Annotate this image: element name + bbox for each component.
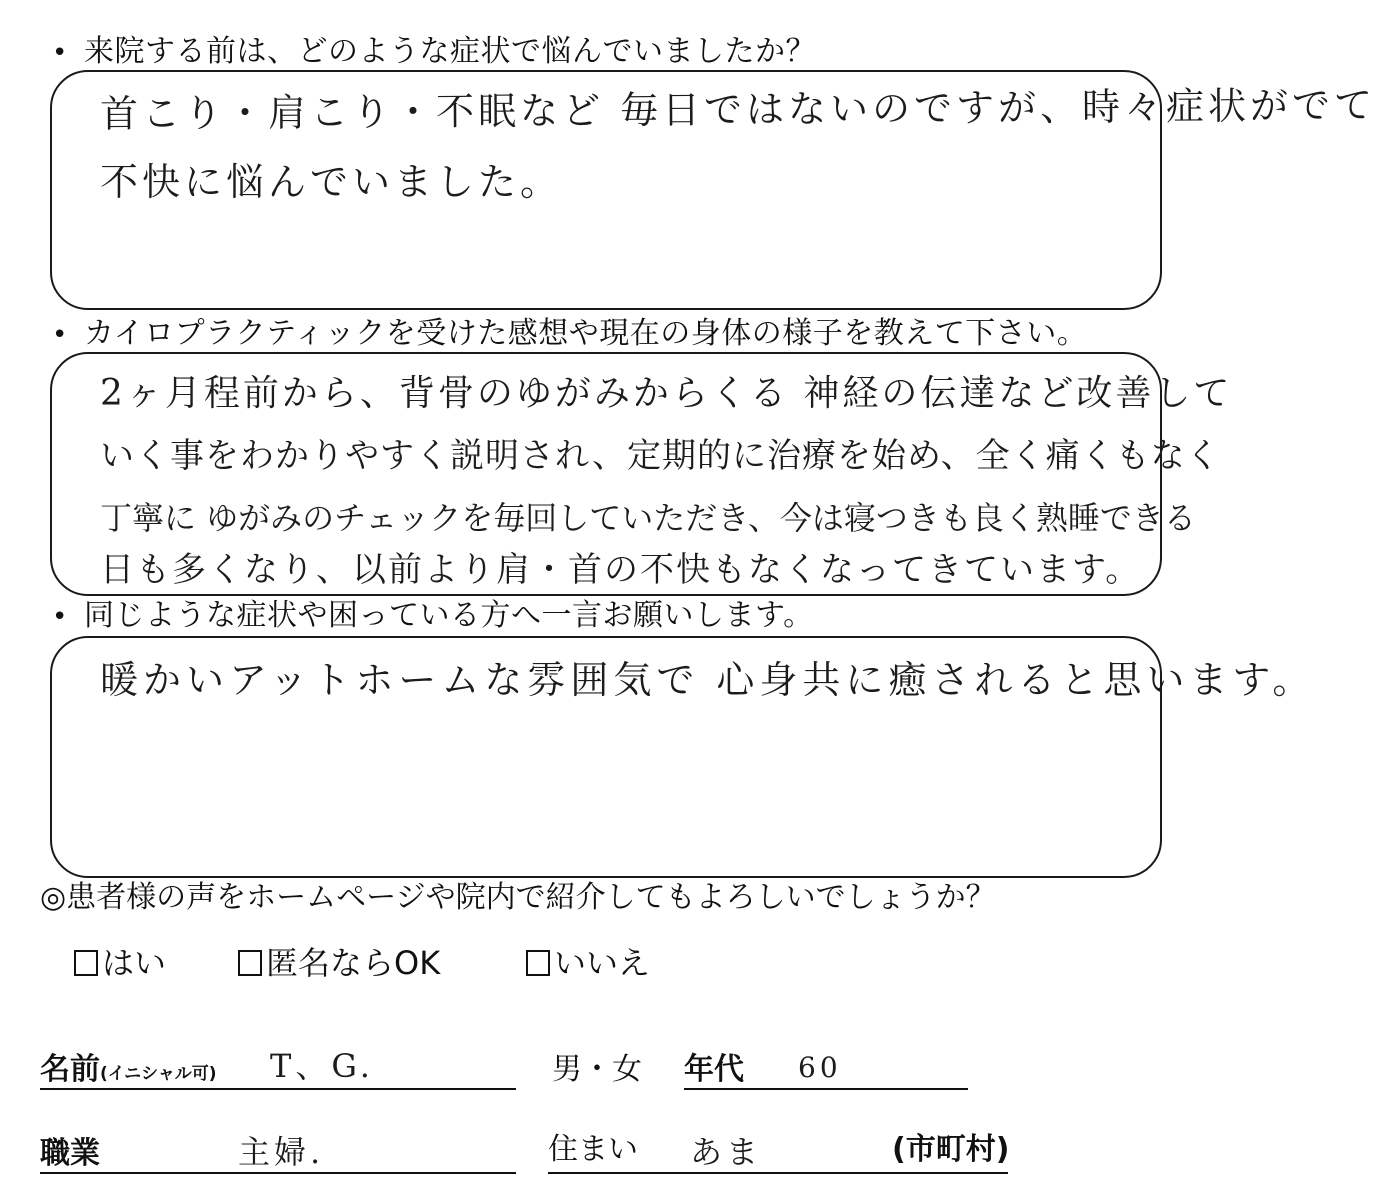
residence-value[interactable]: あま [690,1133,763,1171]
consent-question: ◎患者様の声をホームページや院内で紹介してもよろしいでしょうか？ [40,880,996,915]
consent-option-no-label: いいえ [554,944,651,982]
age-label: 年代 [684,1052,744,1087]
consent-option-yes-label: はい [102,944,167,982]
consent-option-anonymous[interactable] [238,944,440,982]
answer-2-line-4: 日も多くなり、以前より肩・首の不快もなくなってきています。 [100,550,1142,590]
answer-1-line-1: 首こり・肩こり・不眠など 毎日ではないのですが、時々症状がでて [99,83,1376,136]
gender-label[interactable]: 男・女 [552,1052,642,1087]
question-1 [52,34,816,71]
question-1-label: 来院する前は、どのような症状で悩んでいましたか？ [84,34,816,69]
question-2-label: カイロプラクティックを受けた感想や現在の身体の様子を教えて下さい。 [84,316,1088,351]
name-value[interactable]: T、G. [270,1047,374,1085]
question-bullet: • [52,602,68,632]
occupation-label: 職業 [40,1136,100,1171]
answer-2-line-1: 2ヶ月程前から、背骨のゆがみからくる 神経の伝達など改善して [100,373,1233,414]
answer-1-line-2: 不快に悩んでいました。 [100,160,563,204]
name-note: (イニシャル可) [100,1064,217,1084]
question-bullet: • [52,320,68,350]
occupation-value[interactable]: 主婦. [238,1133,325,1171]
name-label: 名前(イニシャル可) [40,1052,217,1087]
question-3-label: 同じような症状や困っている方へ一言お願いします。 [84,598,814,633]
consent-option-no[interactable] [526,944,650,982]
residence-label: 住まい [548,1132,638,1167]
answer-3-line-1: 暖かいアットホームな雰囲気で 心身共に癒されると思います。 [100,658,1316,702]
name-underline [40,1088,516,1090]
checkbox-icon[interactable] [238,950,262,976]
checkbox-icon[interactable] [74,950,98,976]
question-bullet: • [52,38,68,68]
question-2 [52,316,1087,353]
checkbox-icon[interactable] [526,950,550,976]
residence-suffix: (市町村) [892,1132,1010,1167]
question-3 [52,598,814,635]
answer-2-line-2: いく事をわかりやすく説明され、定期的に治療を始め、全く痛くもなく [100,436,1221,476]
age-underline [684,1088,968,1090]
consent-option-anonymous-label: 匿名ならOK [266,944,441,982]
residence-underline [548,1172,1008,1174]
occupation-underline [40,1172,516,1174]
age-value[interactable]: 60 [798,1051,842,1084]
consent-option-yes[interactable] [74,944,166,982]
answer-2-line-3: 丁寧に ゆがみのチェックを毎回していただき、今は寝つきも良く熟睡できる [100,499,1196,537]
